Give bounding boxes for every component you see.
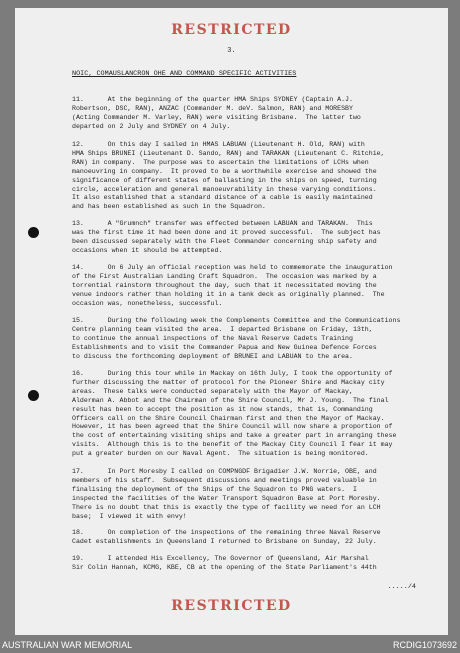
paragraph-17: 17. In Port Moresby I called on COMPNGDF Brigadier J.W. Norrie, OBE, and members of his staff. Subsequent discussions and meetings proved valuable in finalising the deployment of the Ships of the Squadron to PNG waters. I inspected the facilities of the Water Transport Squadron Base at Port Moresby. There is no doubt that this is exactly the type of facility we need for an LCH base; I viewed it with envy! (72, 468, 381, 520)
document-page (15, 8, 448, 635)
archive-reference-id: RCDIG1073692 (392, 640, 457, 650)
page-number: 3. (227, 47, 236, 55)
paragraph-13: 13. A "Grumnch" transfer was effected between LABUAN and TARAKAN. This was the first time it had been done and it proved successful. The subject has been discussed separately with the Fleet Commander concerning ship safety and occasions when it should be attempted. (72, 220, 381, 254)
paragraph-11: 11. At the beginning of the quarter HMA Ships SYDNEY (Captain A.J. Robertson, DSC, RAN), ANZAC (Commander M. deV. Salmon, RAN) and MORESBY (Acting Commander M. Varley, RAN) were visiting Brisbane. The latter two departed on 2 July and SYDNEY on 4 July. (72, 96, 361, 130)
punch-hole (28, 227, 39, 238)
section-heading: NOIC, COMAUSLANCRON OHE AND COMMAND SPECIFIC ACTIVITIES (72, 70, 297, 78)
punch-hole (28, 390, 39, 401)
continuation-mark: ...../4 (387, 583, 416, 591)
paragraph-14: 14. On 6 July an official reception was held to commemorate the inauguration of the First Australian Landing Craft Squadron. The occasion was marked by a torrential rainstorm throughout the day, such that it necessitated moving the venue indoors rather than holding it in a tank deck as originally planned. The occasion was, nonetheless, successful. (72, 264, 393, 307)
restricted-stamp-top: RESTRICTED (171, 22, 292, 38)
paragraph-19: 19. I attended His Excellency, The Governor of Queensland, Air Marshal Sir Colin Hannah, KCMG, KBE, CB at the opening of the State Parliament's 44th (72, 555, 377, 571)
archive-credit: AUSTRALIAN WAR MEMORIAL (2, 640, 133, 650)
paragraph-16: 16. During this tour while in Mackay on 16th July, I took the opportunity of further discussing the matter of protocol for the Pioneer Shire and Mackay city areas. These talks were conducted separately with the Mayor of Mackay, Alderman A. Abbot and the Chairman of the Shire Council, Mr J. Young. The final result has been to accept the position as it now stands, that is, Commanding Officers call on the Shire Council Chairman first and then the Mayor of Mackay. However, it has been agreed that the Shire Council will now share a proportion of the cost of entertaining visiting ships and take a greater part in arranging these visits. Although this is to the benefit of the Mackay City Council I fear it may put a greater burden on our Naval Agent. The situation is being monitored. (72, 370, 397, 458)
paragraph-12: 12. On this day I sailed in HMAS LABUAN (Lieutenant H. Old, RAN) with HMA Ships BRUNEI (Lieutenant D. Sando, RAN) and TARAKAN (Lieutenant C. Ritchie, RAN) in company. The purpose was to ascertain the limitations of LCHs when manoeuvring in company. It proved to be a worthwhile exercise and showed the significance of different states of ballasting in the ships on speed, turning circle, acceleration and general manoeuvrability in these varying conditions. It also established that a standard distance of a cable is easily maintained and has been established as such in the Squadron. (72, 141, 385, 211)
paragraph-18: 18. On completion of the inspections of the remaining three Naval Reserve Cadet establishments in Queensland I returned to Brisbane on Sunday, 22 July. (72, 529, 381, 545)
paragraph-15: 15. During the following week the Complements Committee and the Communications Centre planning team visited the area. I departed Brisbane on Friday, 13th, to continue the annual inspections of the Naval Reserve Cadets Training Establishments and to visit the Commander Papua and New Guinea Defence Forces to discuss the forthcoming deployment of BRUNEI and LABUAN to the area. (72, 317, 401, 360)
restricted-stamp-bottom: RESTRICTED (171, 598, 292, 614)
